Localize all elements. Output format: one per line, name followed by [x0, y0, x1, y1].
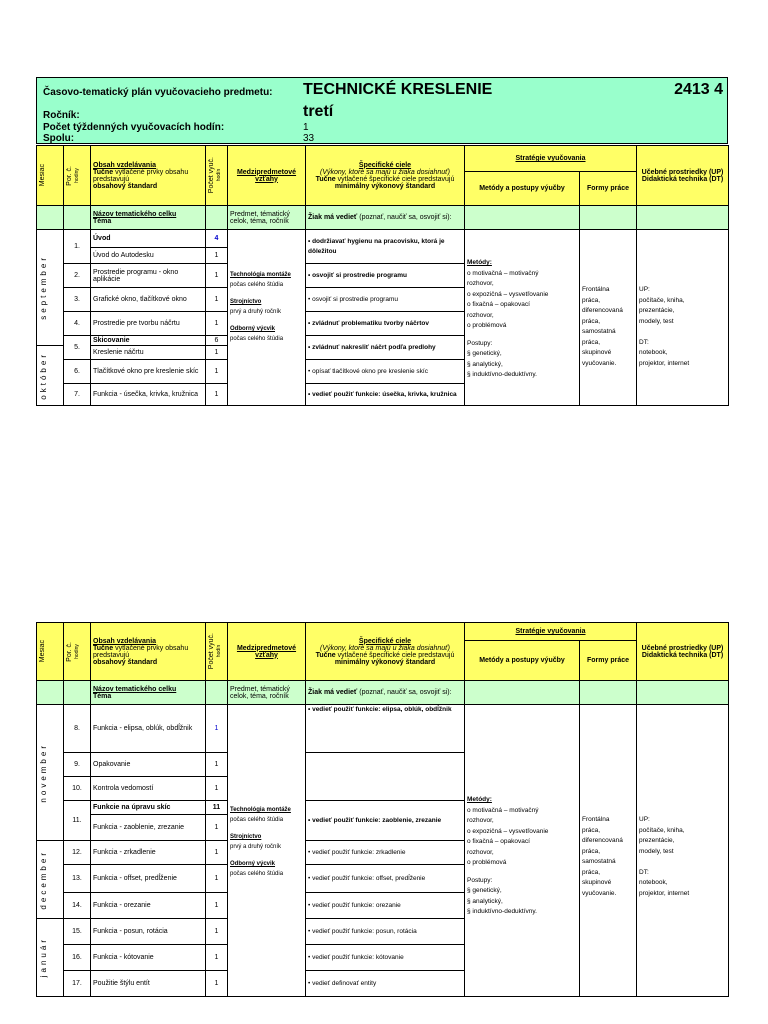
total-label: Spolu:: [43, 133, 75, 144]
row-num: 16.: [64, 945, 91, 971]
row-num: 14.: [64, 893, 91, 919]
row-num: 13.: [64, 865, 91, 893]
metody-cell: Metódy: o motivačná – motivačný rozhovor, o expozičná – vysvetľovanie o fixačná – opakovací rozhovor, o problémová Postupy: § genetický, § analytický, § induktívno-deduktívny.: [465, 230, 580, 406]
topic-cell: Kreslenie náčrtu: [91, 346, 206, 360]
topic-cell: Funkcia - posun, rotácia: [91, 919, 206, 945]
month-september: september: [37, 230, 64, 346]
topic-cell: Funkcia - zaoblenie, zrezanie: [91, 815, 206, 841]
hours-cell: 1: [206, 841, 228, 865]
topic-cell: Grafické okno, tlačítkové okno: [91, 288, 206, 312]
goal-cell: • osvojiť si prostredie programu: [306, 264, 465, 288]
col-metody: Metódy a postupy výučby: [465, 172, 580, 206]
plan-table-2: [36, 622, 729, 997]
topic-cell: Použitie štýlu entít: [91, 971, 206, 997]
hours-cell: 1: [206, 865, 228, 893]
col-spec: Špecifické ciele (Výkony, ktoré sa majú u žiaka dosiahnuť) Tučne vytlačené špecifické ciele predstavujú minimálny výkonový štandard: [306, 146, 465, 206]
month-oktober: október: [37, 346, 64, 406]
plan-table-1: [36, 145, 729, 406]
goal-cell: [306, 753, 465, 801]
month-januar: január: [37, 919, 64, 997]
topic-cell: Funkcia - zrkadlenie: [91, 841, 206, 865]
col-pocet: Počet vyuč. hodín: [206, 623, 228, 681]
hours-cell: 1: [206, 815, 228, 841]
topic-title: Skicovanie: [91, 336, 206, 346]
subject-code: 2413 4: [674, 81, 723, 98]
sub-nazov: Názov tematického celku Téma: [91, 206, 206, 230]
hours-cell: 1: [206, 777, 228, 801]
topic-cell: Tlačítkové okno pre kreslenie skíc: [91, 360, 206, 384]
formy-cell: Frontálna práca, diferencovaná práca, samostatná práca, skupinové vyučovanie.: [580, 230, 637, 406]
row-num: 3.: [64, 288, 91, 312]
topic-cell: Funkcia - orezanie: [91, 893, 206, 919]
goal-cell: • vedieť použiť funkcie: zaoblenie, zrezanie: [306, 801, 465, 841]
row-num: 15.: [64, 919, 91, 945]
sub-predmet: Predmet, tématický celok, téma, ročník: [228, 681, 306, 705]
col-medzi: Medzipredmetové vzťahy: [228, 146, 306, 206]
col-obsah: Obsah vzdelávania Tučne vytlačené prvky obsahu predstavujú obsahový štandard: [91, 623, 206, 681]
col-medzi: Medzipredmetové vzťahy: [228, 623, 306, 681]
formy-cell: Frontálna práca, diferencovaná práca, samostatná práca, skupinové vyučovanie.: [580, 705, 637, 997]
col-formy: Formy práce: [580, 641, 637, 681]
rocnik-label: Ročník:: [43, 110, 80, 121]
hours-cell: 1: [206, 312, 228, 336]
topic-cell: Opakovanie: [91, 753, 206, 777]
col-mesiac: Mesiac: [37, 623, 64, 681]
row-num: 1.: [64, 230, 91, 264]
hours-cell: 4: [206, 230, 228, 248]
subject-title: TECHNICKÉ KRESLENIE: [303, 81, 493, 98]
col-spec: Špecifické ciele (Výkony, ktoré sa majú u žiaka dosiahnuť) Tučne vytlačené špecifické ciele predstavujú minimálny výkonový štandard: [306, 623, 465, 681]
hours-cell: 1: [206, 288, 228, 312]
goal-cell: • dodržiavať hygienu na pracovisku, ktorá je dôležitou: [306, 230, 465, 264]
row-num: 7.: [64, 384, 91, 406]
goal-cell: • vedieť použiť funkcie: offset, predĺženie: [306, 865, 465, 893]
col-metody: Metódy a postupy výučby: [465, 641, 580, 681]
row-num: 11.: [64, 801, 91, 841]
hours-cell: 1: [206, 945, 228, 971]
goal-cell: • vedieť použiť funkcie: kótovanie: [306, 945, 465, 971]
row-num: 5.: [64, 336, 91, 360]
topic-title: Funkcie na úpravu skíc: [91, 801, 206, 815]
goal-cell: • vedieť použiť funkcie: úsečka, krivka, kružnica: [306, 384, 465, 406]
rocnik-value: tretí: [303, 103, 334, 120]
col-ucebne: Učebné prostriedky (UP) Didaktická technika (DT): [637, 146, 729, 206]
metody-cell: Metódy: o motivačná – motivačný rozhovor, o expozičná – vysvetľovanie o fixačná – opakovací rozhovor, o problémová Postupy: § genetický, § analytický, § induktívno-deduktívny.: [465, 705, 580, 997]
hours-cell: 1: [206, 346, 228, 360]
sub-nazov: Názov tematického celku Téma: [91, 681, 206, 705]
hours-cell: 1: [206, 753, 228, 777]
goal-cell: • vedieť použiť funkcie: orezanie: [306, 893, 465, 919]
row-num: 6.: [64, 360, 91, 384]
hours-cell: 1: [206, 360, 228, 384]
hours-cell: 11: [206, 801, 228, 815]
col-por: Por. č. hodiny: [64, 623, 91, 681]
hours-cell: 1: [206, 919, 228, 945]
row-num: 17.: [64, 971, 91, 997]
hours-cell: 1: [206, 705, 228, 753]
up-cell: UP: počítače, kniha, prezentácie, modely, test DT: notebook, projektor, internet: [637, 230, 729, 406]
plan-label: Časovo-tematický plán vyučovacieho predmetu:: [43, 87, 273, 98]
topic-cell: Funkcia - elipsa, oblúk, obdĺžnik: [91, 705, 206, 753]
topic-cell: Funkcia - kótovanie: [91, 945, 206, 971]
col-por: Por. č. hodiny: [64, 146, 91, 206]
hours-cell: 1: [206, 264, 228, 288]
row-num: 12.: [64, 841, 91, 865]
row-num: 2.: [64, 264, 91, 288]
hours-cell: 1: [206, 248, 228, 264]
col-pocet: Počet vyuč. hodín: [206, 146, 228, 206]
hours-cell: 1: [206, 384, 228, 406]
sub-ziak: Žiak má vedieť (poznať, naučiť sa, osvojiť si):: [306, 681, 465, 705]
col-obsah: Obsah vzdelávania Tučne vytlačené prvky obsahu predstavujú obsahový štandard: [91, 146, 206, 206]
hours-cell: 1: [206, 893, 228, 919]
topic-cell: Funkcia - úsečka, krivka, kružnica: [91, 384, 206, 406]
col-ucebne: Učebné prostriedky (UP) Didaktická technika (DT): [637, 623, 729, 681]
plan-header: [36, 77, 728, 144]
month-november: november: [37, 705, 64, 841]
goal-cell: • vedieť použiť funkcie: zrkadlenie: [306, 841, 465, 865]
up-cell: UP: počítače, kniha, prezentácie, modely, test DT: notebook, projektor, internet: [637, 705, 729, 997]
col-strat: Stratégie vyučovania: [465, 623, 637, 641]
topic-cell: Kontrola vedomostí: [91, 777, 206, 801]
topic-title: Úvod: [91, 230, 206, 248]
medzi-cell: Technológia montáže počas celého štúdia Strojníctvo prvý a druhý ročník Odborný výcvik počas celého štúdia: [228, 705, 306, 997]
hours-value: 1: [303, 122, 309, 133]
row-num: 9.: [64, 753, 91, 777]
goal-cell: • zvládnuť nakresliť náčrt podľa predlohy: [306, 336, 465, 360]
row-num: 8.: [64, 705, 91, 753]
medzi-cell: Technológia montáže počas celého štúdia Strojníctvo prvý a druhý ročník Odborný výcvik počas celého štúdia: [228, 230, 306, 406]
col-formy: Formy práce: [580, 172, 637, 206]
goal-cell: • osvojiť si prostredie programu: [306, 288, 465, 312]
topic-cell: Prostredie pre tvorbu náčrtu: [91, 312, 206, 336]
goal-cell: • vedieť použiť funkcie: posun, rotácia: [306, 919, 465, 945]
total-value: 33: [303, 133, 315, 144]
goal-cell: • vedieť použiť funkcie: elipsa, oblúk, obdĺžnik: [306, 705, 465, 753]
row-num: 10.: [64, 777, 91, 801]
sub-predmet: Predmet, tématický celok, téma, ročník: [228, 206, 306, 230]
goal-cell: • vedieť definovať entity: [306, 971, 465, 997]
topic-cell: Úvod do Autodesku: [91, 248, 206, 264]
hours-cell: 1: [206, 971, 228, 997]
col-strat: Stratégie vyučovania: [465, 146, 637, 172]
goal-cell: • opísať tlačítkové okno pre kreslenie skíc: [306, 360, 465, 384]
sub-ziak: Žiak má vedieť (poznať, naučiť sa, osvojiť si):: [306, 206, 465, 230]
topic-cell: Funkcia - offset, predĺženie: [91, 865, 206, 893]
row-num: 4.: [64, 312, 91, 336]
topic-cell: Prostredie programu - okno aplikácie: [91, 264, 206, 288]
col-mesiac: Mesiac: [37, 146, 64, 206]
hours-cell: 6: [206, 336, 228, 346]
month-december: december: [37, 841, 64, 919]
goal-cell: • zvládnuť problematiku tvorby náčrtov: [306, 312, 465, 336]
hours-label: Počet týždenných vyučovacích hodín:: [43, 122, 225, 133]
